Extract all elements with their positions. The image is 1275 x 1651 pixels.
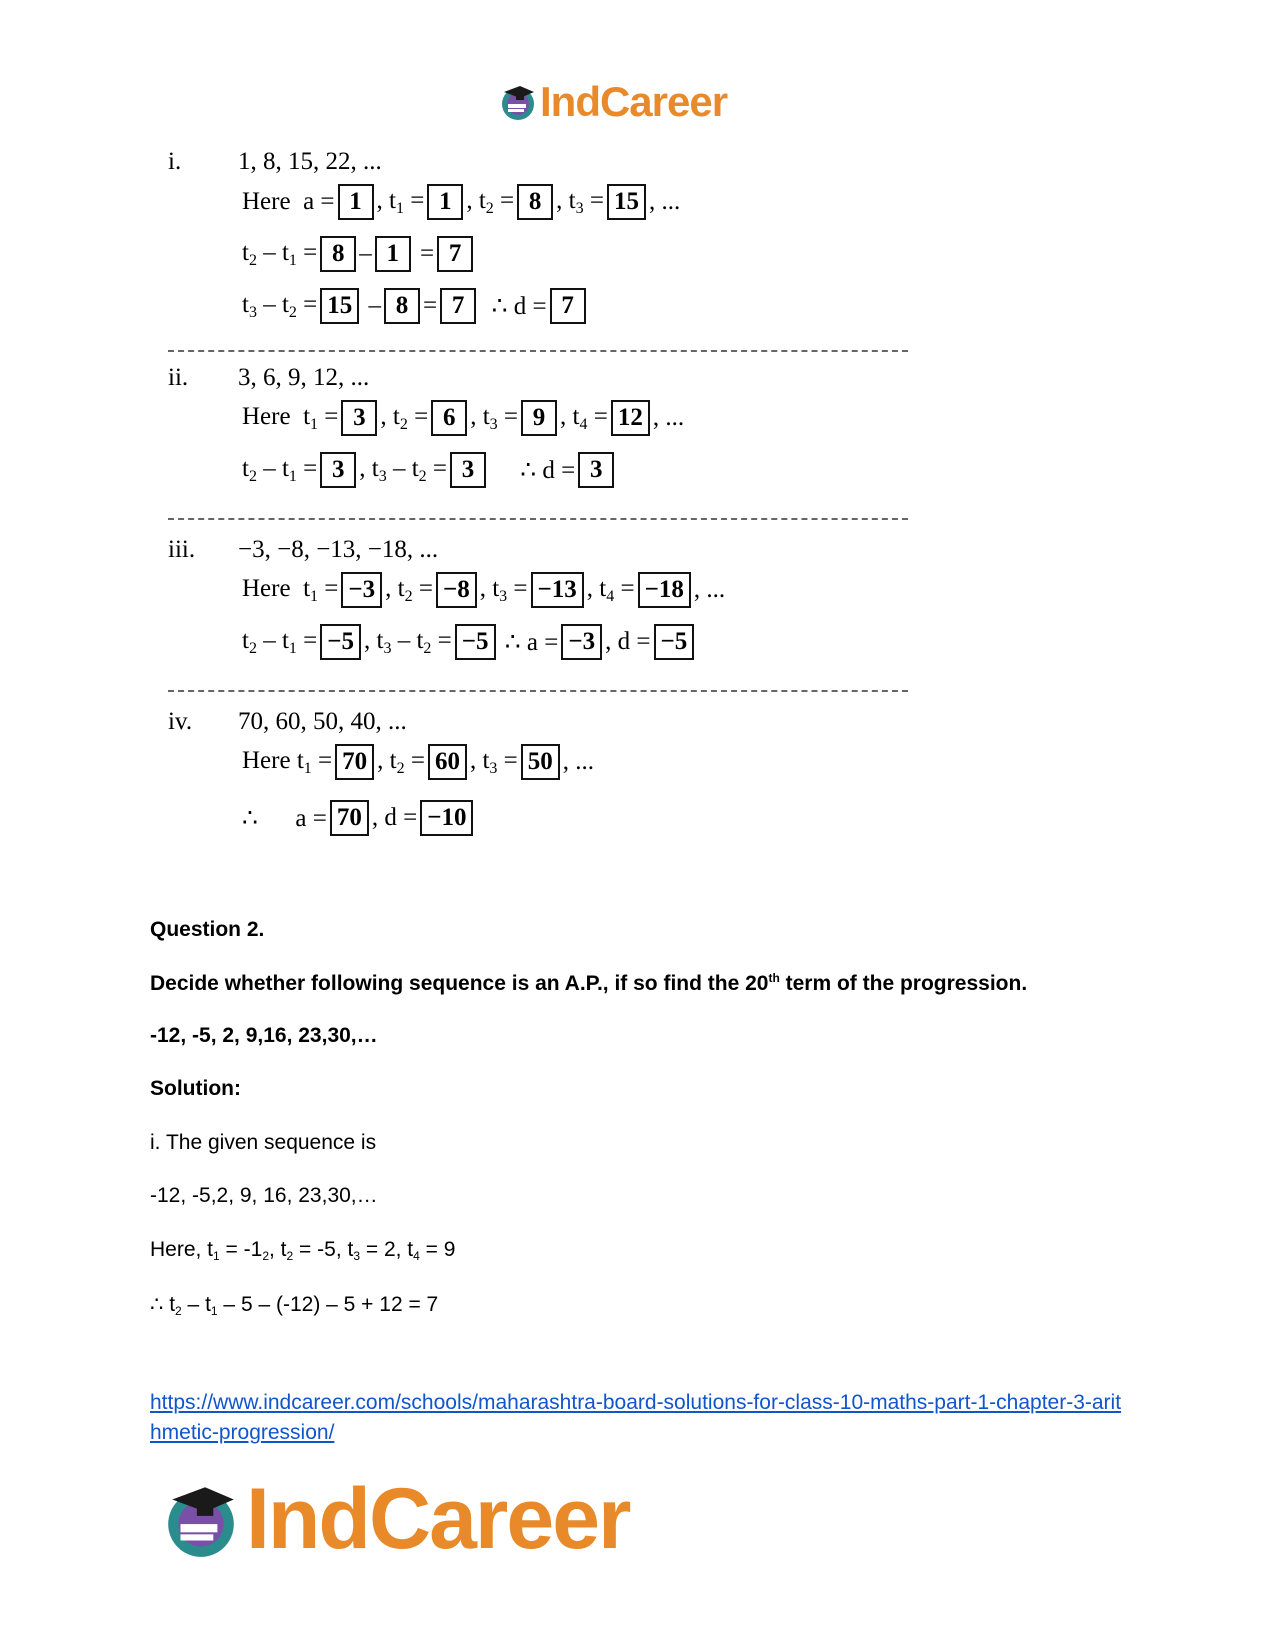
text: ∴ t [150, 1293, 176, 1316]
answer-box: 1 [338, 184, 374, 220]
sequence: 3, 6, 9, 12, ... [238, 364, 370, 391]
sequence: 1, 8, 15, 22, ... [238, 148, 382, 175]
answer-box: 3 [341, 400, 377, 436]
dashed-divider [168, 350, 908, 352]
difference-line: $t_3 - t_2$ = 15 – 8 = 7 ∴ d = 7 [242, 288, 589, 324]
answer-box: −3 [561, 624, 602, 660]
solution-terms-line [150, 1238, 455, 1263]
text: – 5 – (-12) – 5 + 12 = 7 [217, 1293, 439, 1316]
sequence: −3, −8, −13, −18, ... [238, 536, 439, 563]
item-number: i. [168, 148, 182, 175]
text: , t [269, 1238, 287, 1261]
indcareer-logo-top [498, 78, 727, 126]
subscript: 1 [210, 1304, 218, 1318]
subscript: 2 [175, 1304, 182, 1318]
item-number: iii. [168, 536, 196, 563]
answer-box: −5 [654, 624, 695, 660]
answer-box: 3 [450, 452, 486, 488]
difference-line: $t_2 - t_1$ = 8 – 1 = 7 [242, 236, 476, 272]
solution-line: -12, -5,2, 9, 16, 23,30,… [150, 1184, 378, 1207]
answer-box: 15 [607, 184, 646, 220]
answer-box: −13 [531, 572, 584, 608]
question-heading: Question 2. [150, 918, 265, 941]
source-link[interactable]: https://www.indcareer.com/schools/maharashtra-board-solutions-for-class-10-maths-part-1-chapter-3-arithmetic-progression/ [150, 1391, 1122, 1444]
answer-box: 1 [427, 184, 463, 220]
answer-box: 12 [611, 400, 650, 436]
answer-box: 70 [335, 744, 374, 780]
answer-box: −10 [420, 800, 473, 836]
result-line: ∴ a = 70 , d = −10 [242, 800, 476, 836]
answer-box: −3 [341, 572, 382, 608]
answer-box: −5 [455, 624, 496, 660]
question-sequence: -12, -5, 2, 9,16, 23,30,… [150, 1024, 378, 1047]
graduation-globe-icon [498, 82, 538, 122]
answer-box: 15 [320, 288, 359, 324]
subscript: 4 [413, 1249, 420, 1263]
item-number: ii. [168, 364, 189, 391]
difference-line: $t_2 - t_1$ = 3 , $t_3 - t_2$ = 3 ∴ d = 3 [242, 452, 617, 488]
text: = -5, t [293, 1238, 354, 1261]
answer-box: 6 [431, 400, 467, 436]
terms-line: Here $t_1$ = 3 , $t_2$ = 6 , $t_3$ = 9 , $t_4$ = 12 , ... [242, 400, 684, 436]
answer-box: 7 [550, 288, 586, 324]
answer-box: 1 [375, 236, 411, 272]
subscript: 2 [286, 1249, 294, 1263]
difference-line: $t_2 - t_1$ = −5 , $t_3 - t_2$ = −5 ∴ a = −3 , d = −5 [242, 624, 697, 660]
brand-name: IndCareer [246, 1471, 630, 1567]
answer-box: 7 [437, 236, 473, 272]
subscript: 2 [262, 1249, 270, 1263]
solution-heading: Solution: [150, 1077, 241, 1100]
graduation-globe-icon [160, 1479, 242, 1561]
superscript: th [768, 971, 780, 985]
answer-box: −5 [320, 624, 361, 660]
solution-line: i. The given sequence is [150, 1131, 377, 1154]
text: = -1 [219, 1238, 263, 1261]
text: = 2, t [360, 1238, 414, 1261]
question-prompt-text-end: term of the progression. [779, 972, 1028, 995]
answer-box: 8 [320, 236, 356, 272]
answer-box: −18 [638, 572, 691, 608]
terms-line: Here $t_1$ = 70 , $t_2$ = 60 , $t_3$ = 50 , ... [242, 744, 594, 780]
terms-line: Here a = 1 , $t_1$ = 1 , $t_2$ = 8 , $t_3$ = 15 , ... [242, 184, 680, 220]
indcareer-logo-bottom [160, 1470, 630, 1569]
sequence: 70, 60, 50, 40, ... [238, 708, 407, 735]
solution-difference-line [150, 1292, 438, 1318]
answer-box: 3 [320, 452, 356, 488]
text: = 9 [419, 1238, 456, 1261]
question-prompt-text: Decide whether following sequence is an A.P., if so find the 20 [150, 972, 769, 995]
item-number: iv. [168, 708, 193, 735]
answer-box: 8 [517, 184, 553, 220]
answer-box: 60 [428, 744, 467, 780]
answer-box: −8 [436, 572, 477, 608]
dashed-divider [168, 518, 908, 520]
answer-box: 7 [440, 288, 476, 324]
answer-box: 70 [330, 800, 369, 836]
answer-box: 3 [578, 452, 614, 488]
text: – t [181, 1293, 211, 1316]
answer-box: 9 [521, 400, 557, 436]
dashed-divider [168, 690, 908, 692]
subscript: 3 [353, 1249, 361, 1263]
question-prompt [150, 971, 1027, 996]
worksheet-scan [150, 140, 800, 880]
text: Here, t [150, 1238, 214, 1261]
answer-box: 8 [384, 288, 420, 324]
subscript: 1 [213, 1249, 220, 1263]
terms-line: Here $t_1$ = −3 , $t_2$ = −8 , $t_3$ = −13 , $t_4$ = −18 , ... [242, 572, 725, 608]
answer-box: 50 [521, 744, 560, 780]
brand-name: IndCareer [540, 78, 728, 125]
